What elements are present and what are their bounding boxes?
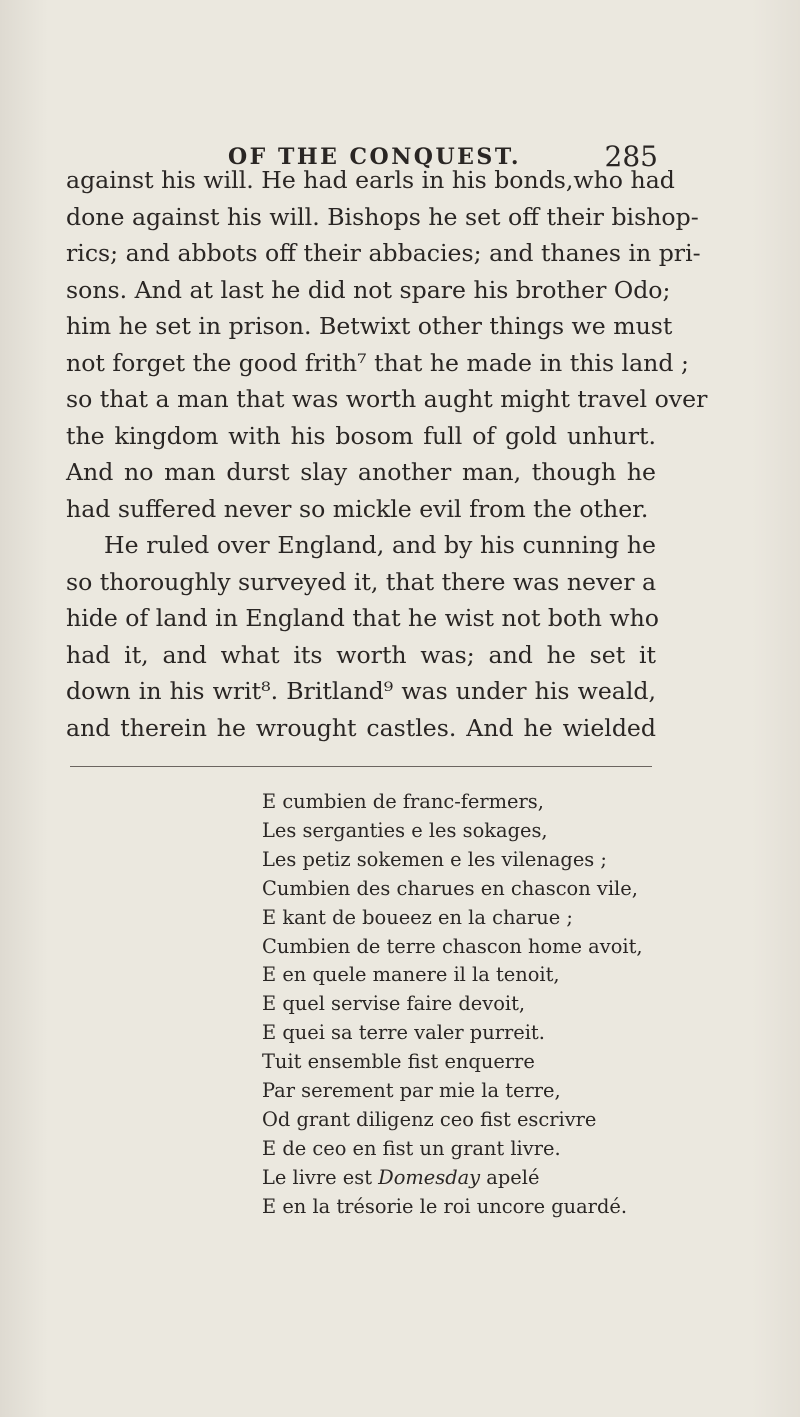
body-line: so thoroughly surveyed it, that there was never a xyxy=(66,567,657,596)
verse-line: E de ceo en fist un grant livre. xyxy=(262,1136,561,1160)
page-number: 285 xyxy=(604,140,658,173)
verse-line: E cumbien de franc-fermers, xyxy=(262,790,544,813)
body-line: so that a man that was worth aught might travel over xyxy=(66,385,708,413)
body-line: rics; and abbots off their abbacies; and thanes in pri- xyxy=(66,239,701,267)
body-line: had suffered never so mickle evil from the other. xyxy=(66,494,649,523)
verse-footnote xyxy=(262,788,682,1222)
verse-text: apelé xyxy=(480,1165,540,1189)
verse-line: Les serganties e les sokages, xyxy=(262,818,548,842)
body-line: down in his writ⁸. Britland⁹ was under his weald, xyxy=(66,677,656,705)
body-line: sons. And at last he did not spare his brother Odo; xyxy=(66,275,671,304)
body-line: done against his will. Bishops he set off their bishop- xyxy=(66,202,699,231)
body-line: against his will. He had earls in his bonds,who had xyxy=(66,166,675,194)
body-line: He ruled over England, and by his cunning he xyxy=(104,531,656,559)
verse-line: E kant de boueez en la charue ; xyxy=(262,905,573,929)
verse-line: Les petiz sokemen e les vilenages ; xyxy=(262,847,607,871)
verse-line: E quel servise faire devoit, xyxy=(262,992,526,1016)
domesday-italic: Domesday xyxy=(378,1165,481,1189)
footnote-rule xyxy=(70,766,652,767)
verse-line-domesday xyxy=(262,1164,682,1193)
verse-line: Par serement par mie la terre, xyxy=(262,1079,561,1103)
verse-line-final: E en la trésorie le roi uncore guardé. xyxy=(262,1194,627,1218)
running-title: OF THE CONQUEST. xyxy=(228,144,522,170)
verse-line: Od grant diligenz ceo fist escrivre xyxy=(262,1107,597,1131)
body-line: hide of land in England that he wist not both who xyxy=(66,604,660,632)
body-line: had it, and what its worth was; and he set it xyxy=(66,640,656,669)
body-line: him he set in prison. Betwixt other things we must xyxy=(66,312,673,340)
verse-line: Cumbien des charues en chascon vile, xyxy=(262,876,638,900)
verse-line: Tuit ensemble fist enquerre xyxy=(262,1050,535,1074)
verse-line: Cumbien de terre chascon home avoit, xyxy=(262,934,643,958)
verse-line: E en quele manere il la tenoit, xyxy=(262,963,560,987)
body-line: not forget the good frith⁷ that he made in this land ; xyxy=(66,348,689,377)
verse-text: Le livre est xyxy=(262,1165,379,1189)
body-line: the kingdom with his bosom full of gold unhurt. xyxy=(66,421,656,450)
body-text xyxy=(66,162,708,746)
verse-line: E quei sa terre valer purreit. xyxy=(262,1021,545,1045)
body-line: And no man durst slay another man, though he xyxy=(66,458,656,486)
body-line: and therein he wrought castles. And he wielded xyxy=(66,713,656,742)
